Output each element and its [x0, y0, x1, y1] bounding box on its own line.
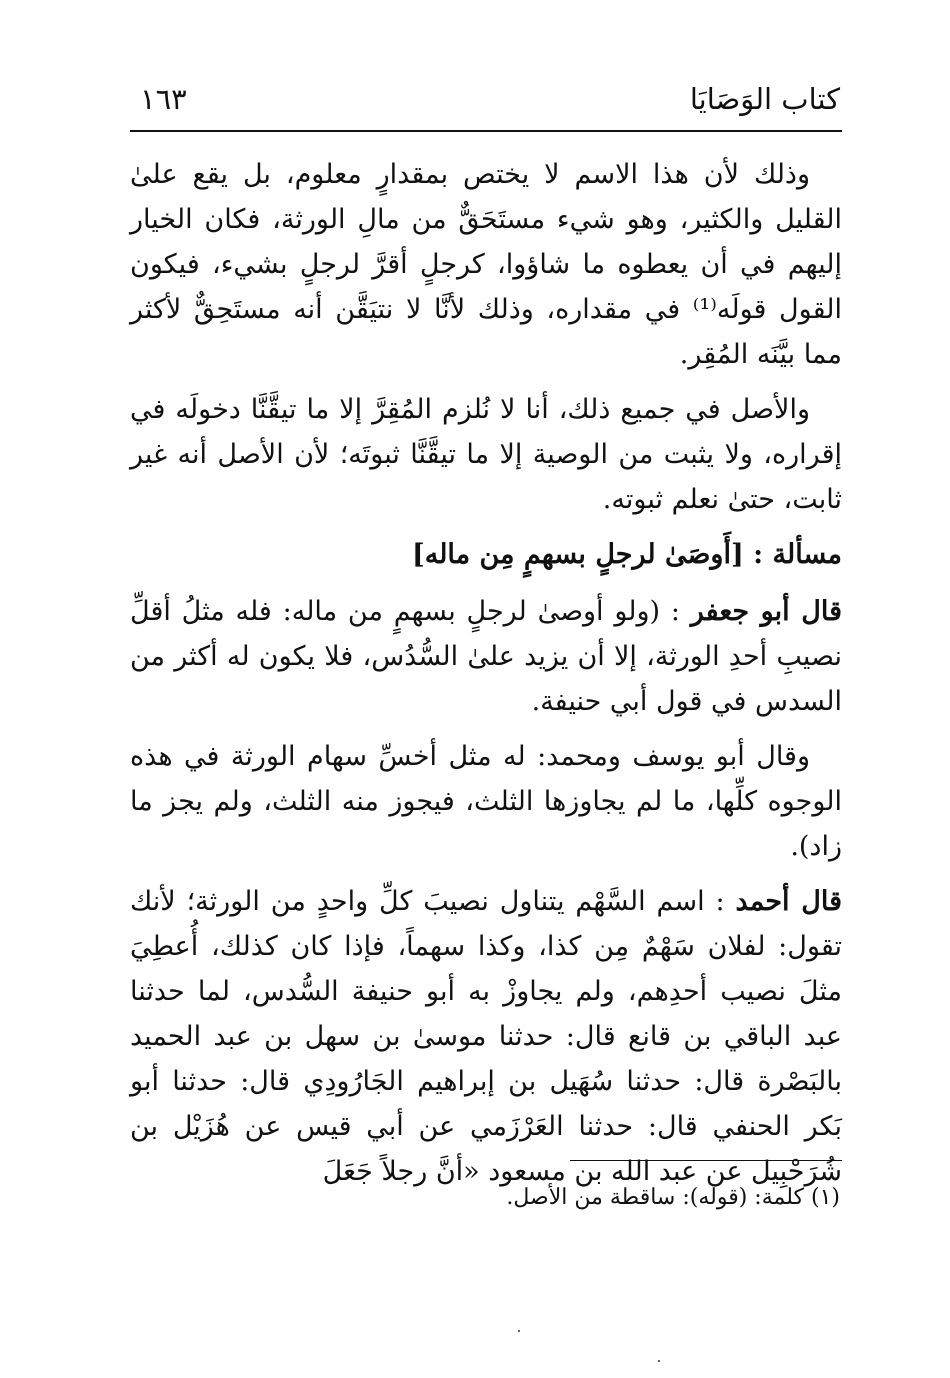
scan-speck [658, 1360, 660, 1362]
running-header [130, 78, 840, 126]
book-title: كتاب الوَصَايَا [689, 82, 840, 116]
body-text [130, 152, 842, 1204]
paragraph-1: وذلك لأن هذا الاسم لا يختص بمقدارٍ معلوم، بل يقع علىٰ القليل والكثير، وهو شيء مستَحَقٌّ من مالِ الورثة، فكان الخيار إليهم في أن يعطوه ما شاؤوا، كرجلٍ أقرَّ لرجلٍ بشيء، فيكون القول قولَه⁽¹⁾ في مقداره، وذلك لأنَّا لا نتيَقَّن أنه مستَحِقٌّ لأكثر مما بيَّنَه المُقِر. [130, 159, 842, 370]
paragraph-text: : اسم السَّهْم يتناول نصيبَ كلِّ واحدٍ من الورثة؛ لأنك تقول: لفلان سَهْمٌ مِن كذا، وكذا سهماً، فإذا كان كذلك، أُعطِيَ مثلَ نصيب أحدِهم، ولم يجاوزْ به أبو حنيفة السُّدس، لما حدثنا عبد الباقي بن قانع قال: حدثنا موسىٰ بن سهل بن عبد الحميد بالبَصْرة قال: حدثنا سُهَيل بن إبراهيم الجَارُودِي قال: حدثنا أبو بَكر الحنفي قال: حدثنا العَرْزَمي عن أبي قيس عن هُزَيْل بن شُرَحْبِيل عن عبد الله بن مسعود «أنَّ رجلاً جَعَلَ [130, 886, 842, 1187]
paragraph-text: : (ولو أوصىٰ لرجلٍ بسهمٍ من ماله: فله مثلُ أقلِّ نصيبِ أحدِ الورثة، إلا أن يزيد علىٰ السُّدُس، فلا يكون له أكثر من السدس في قول أبي حنيفة. [130, 596, 842, 717]
paragraph-ahmad [130, 879, 842, 1194]
paragraph-abu-yusuf: وقال أبو يوسف ومحمد: له مثل أخسِّ سهام الورثة في هذه الوجوه كلِّها، ما لم يجاوزها الثلث، فيجوز منه الثلث، ولم يجز ما زاد). [130, 741, 842, 862]
paragraph-abu-jafar [130, 589, 842, 724]
paragraph-2: والأصل في جميع ذلك، أنا لا نُلزم المُقِرَّ إلا ما تيقَّنَّا دخولَه في إقراره، ولا يثبت من الوصية إلا ما تيقَّنَّا ثبوتَه؛ لأن الأصل أنه غير ثابت، حتىٰ نعلم ثبوته. [130, 394, 842, 515]
page-number: ١٦٣ [140, 82, 187, 116]
header-rule [130, 130, 842, 132]
speaker-label: قال أحمد [735, 886, 843, 917]
footnote: (١) كلمة: (قوله): ساقطة من الأصل. [506, 1185, 840, 1210]
footnote-rule [570, 1160, 842, 1161]
speaker-label: قال أبو جعفر [690, 596, 842, 627]
issue-heading: مسألة : [أَوصَىٰ لرجلٍ بسهمٍ مِن ماله] [411, 539, 842, 570]
scan-speck [518, 1330, 520, 1332]
